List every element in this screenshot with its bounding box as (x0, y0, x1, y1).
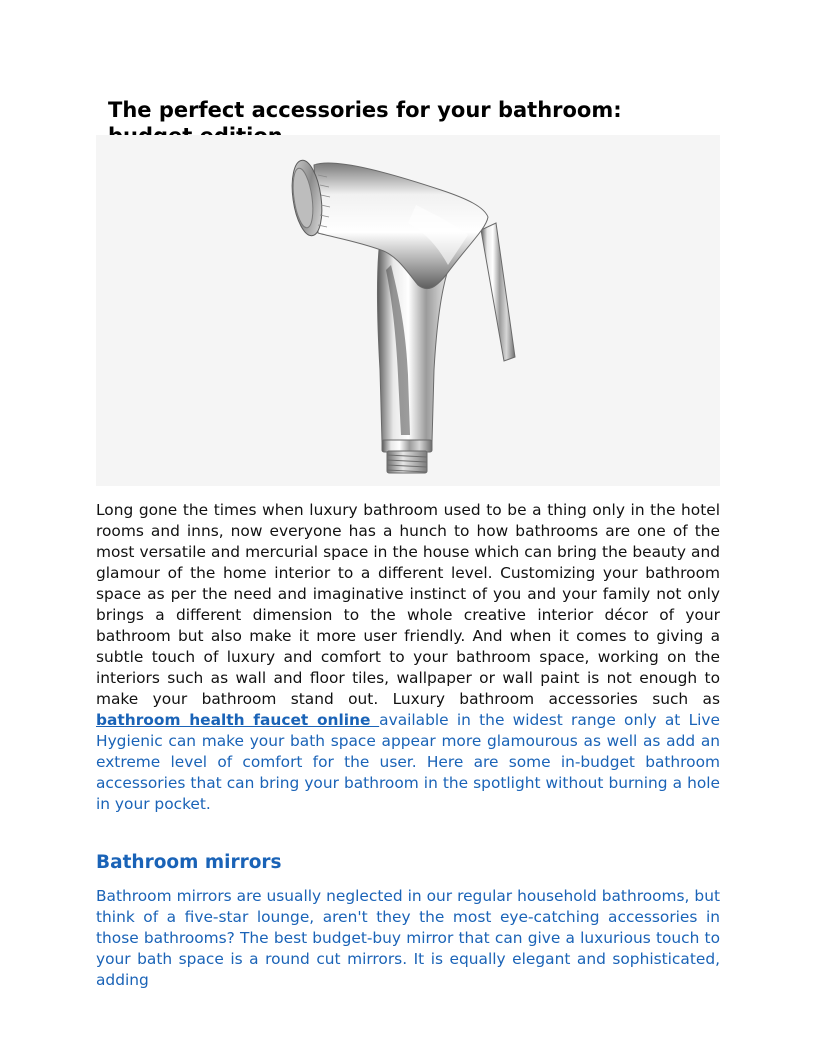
intro-text: Long gone the times when luxury bathroom used to be a thing only in the hotel rooms and inns, now everyone has a hunch to how bathrooms are one of the most versatile and mercurial space in the house which can bring the beauty and glamour of the home interior to a different level. Customizing your bathroom space as per the need and imaginative instinct of you and your family not only brings a different dimension to the whole creative interior décor of your bathroom but also make it more user friendly. And when it comes to giving a subtle touch of luxury and comfort to your bathroom space, working on the interiors such as wall and floor tiles, wallpaper or wall paint is not enough to make your bathroom stand out. Luxury bathroom accessories such as (96, 501, 720, 708)
bathroom-mirrors-paragraph: Bathroom mirrors are usually neglected in our regular household bathrooms, but think of a five-star lounge, aren't they the most eye-catching accessories in those bathrooms? The best budget-buy mirror that can give a luxurious touch to your bath space is a round cut mirrors. It is equally elegant and sophisticated, adding (96, 887, 720, 989)
page-title: The perfect accessories for your bathroom: (108, 98, 622, 122)
intro-continued-text: available in the widest range only at Live Hygienic can make your bath space appear more glamourous as well as add an extreme level of comfort for the user. Here are some in-budget bathroom accessories that can bring your bathroom in the spotlight without burning a hole in your pocket. (96, 711, 720, 813)
product-image (96, 135, 720, 486)
health-faucet-link[interactable]: bathroom health faucet online (96, 711, 380, 729)
chrome-health-faucet-icon (96, 135, 720, 486)
section-heading-bathroom-mirrors: Bathroom mirrors (96, 852, 282, 873)
intro-paragraph (96, 500, 720, 815)
